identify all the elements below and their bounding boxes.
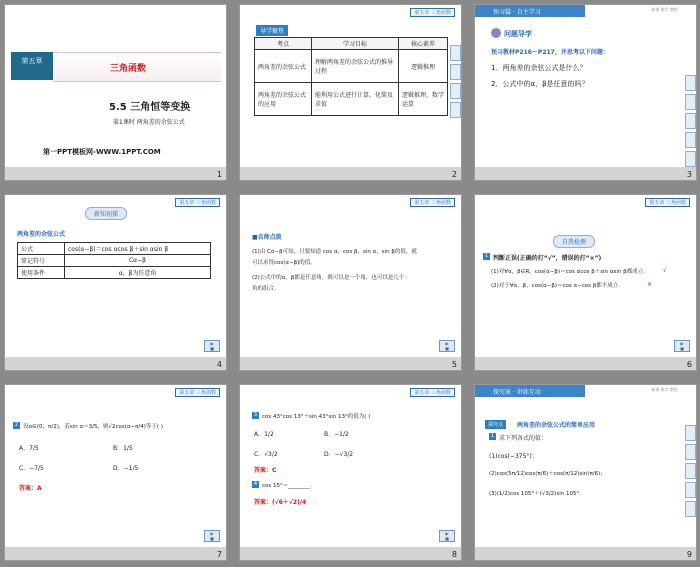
question-4-text: cos 15°＝________. bbox=[262, 483, 312, 489]
symbol-cell: Cα−β bbox=[65, 255, 211, 267]
slide-1[interactable] bbox=[4, 4, 227, 181]
option-b: B．1/5 bbox=[113, 445, 133, 452]
col-header: 学习目标 bbox=[312, 38, 399, 50]
chapter-header: 第五章 三角函数 bbox=[175, 388, 220, 397]
slide-number: 4 bbox=[216, 360, 222, 369]
chapter-label: 第五章 bbox=[21, 57, 43, 65]
slide-number: 5 bbox=[451, 360, 457, 369]
judge-item-2: (2)对于∀α，β，cos(α−β)＝cos α−cos β都不成立. bbox=[491, 283, 620, 289]
slide-number: 1 bbox=[216, 170, 222, 179]
slide-number: 9 bbox=[686, 550, 692, 559]
number-1-icon: 1 bbox=[484, 253, 489, 259]
slide-7[interactable] bbox=[4, 384, 227, 561]
guide-badge: 导学聚焦 bbox=[256, 25, 288, 36]
chapter-badge bbox=[11, 52, 53, 80]
tip-1: (1)由 Cα−β可知，只要知道 cos α、cos β、sin α、sin β的值，就 bbox=[252, 249, 417, 255]
number-2-icon: 2 bbox=[14, 422, 19, 428]
chapter-header: 第五章 三角函数 bbox=[410, 8, 455, 17]
table-cell: 两角差的余弦公式 bbox=[255, 50, 312, 83]
tip-1-cont: 可以求得cos(α−β)的值。 bbox=[252, 260, 316, 266]
table-cell: 理解两角差的余弦公式的推导过程 bbox=[312, 50, 399, 83]
question-2: 2．公式中的α，β是任意的吗？ bbox=[491, 80, 589, 88]
tip-2-cont: 角的组合。 bbox=[252, 286, 280, 292]
nav-button[interactable]: ▶ ■ bbox=[439, 530, 455, 542]
slide-number: 2 bbox=[451, 170, 457, 179]
top-right-label: 新课 教学 教程 bbox=[651, 387, 678, 392]
formula-heading: 两角差的余弦公式 bbox=[17, 231, 66, 238]
question-3-text: cos 43°cos 13°＋sin 43°sin 13°的值为( ) bbox=[262, 414, 371, 420]
footer-text: 第一PPT模板网-WWW.1PPT.COM bbox=[43, 148, 161, 156]
self-check-badge: 自我检测 bbox=[553, 235, 595, 248]
explore-point-badge: 探究点 bbox=[485, 420, 506, 429]
slide-6[interactable] bbox=[474, 194, 697, 371]
lesson-subtitle: 第1课时 两角差的余弦公式 bbox=[113, 119, 185, 126]
example-intro: 求下列各式的值： bbox=[499, 435, 548, 442]
table-cell: 逻辑推理 bbox=[399, 50, 448, 83]
option-b: B．−1/2 bbox=[324, 431, 349, 438]
col-header: 核心素养 bbox=[399, 38, 448, 50]
chapter-header: 第五章 三角函数 bbox=[410, 388, 455, 397]
judge-item-1: (1)对∀α，β∈R，cos(α−β)＝cos αcos β＋sin αsin β都成立. bbox=[491, 269, 645, 275]
tips-heading: ■名师点拨 bbox=[252, 234, 282, 241]
slide-9[interactable] bbox=[474, 384, 697, 561]
table-cell: 能利用公式进行计算、化简及求值 bbox=[312, 83, 399, 116]
chapter-header: 第五章 三角函数 bbox=[175, 198, 220, 207]
slide-title: 三角函数 bbox=[110, 64, 147, 74]
slide-number: 6 bbox=[686, 360, 692, 369]
slide-5[interactable] bbox=[239, 194, 462, 371]
smiley-icon bbox=[491, 28, 501, 38]
slide-number: 7 bbox=[216, 550, 222, 559]
nav-button[interactable]: ▶ ■ bbox=[439, 340, 455, 352]
answer-4: 答案：(√6＋√2)/4 bbox=[254, 499, 307, 506]
slide-3[interactable] bbox=[474, 4, 697, 181]
new-knowledge-badge: 新知初探 bbox=[85, 207, 127, 220]
objectives-table bbox=[254, 37, 448, 116]
nav-button[interactable]: ▶ ■ bbox=[204, 530, 220, 542]
question-text: 设α∈(0，π/2)，若sin α＝3/5，则√2cos(α−π/4)等于( ) bbox=[23, 424, 163, 430]
section-title: 5.5 三角恒等变换 bbox=[109, 102, 191, 113]
answer-3: 答案：C bbox=[254, 467, 277, 474]
option-d: D．−1/5 bbox=[113, 465, 139, 472]
formula-cell: cos(α−β)＝cos αcos β＋sin αsin β bbox=[65, 243, 211, 255]
example-part-2: (2)cos(5π/12)cos(π/6)＋cos(π/12)sin(π/6)； bbox=[489, 471, 606, 477]
example-part-1: (1)cos(−375°)； bbox=[489, 453, 538, 460]
judge-prompt: 判断正误(正确的打“√”，错误的打“×”) bbox=[493, 255, 602, 262]
number-3-icon: 3 bbox=[253, 412, 258, 418]
slide-8[interactable] bbox=[239, 384, 462, 561]
row-label: 公式 bbox=[18, 243, 65, 255]
nav-button[interactable]: ▶ ■ bbox=[204, 340, 220, 352]
row-label: 简记符号 bbox=[18, 255, 65, 267]
option-c: C．√3/2 bbox=[254, 451, 278, 458]
option-a: A．1/2 bbox=[254, 431, 274, 438]
tip-2: (2)公式中的α，β都是任意角，既可以是一个角，也可以是几个 bbox=[252, 275, 405, 281]
nav-button[interactable]: ▶ ■ bbox=[674, 340, 690, 352]
section-tab-label: 预习篇 · 自主学习 bbox=[493, 9, 541, 16]
example-part-3: (3)(1/2)cos 105°＋(√3/2)sin 105°. bbox=[489, 491, 581, 497]
topic-heading: 两角差的余弦公式的简单应用 bbox=[517, 422, 596, 429]
question-guide-label: 问题导学 bbox=[504, 30, 532, 38]
option-d: D．−√3/2 bbox=[324, 451, 354, 458]
formula-table bbox=[17, 242, 211, 279]
slide-2[interactable] bbox=[239, 4, 462, 181]
chapter-header: 第五章 三角函数 bbox=[645, 198, 690, 207]
question-1: 1．两角差的余弦公式是什么？ bbox=[491, 64, 587, 72]
col-header: 考点 bbox=[255, 38, 312, 50]
option-c: C．−7/5 bbox=[19, 465, 44, 472]
answer-text: 答案：A bbox=[19, 485, 42, 492]
judge-answer-1: √ bbox=[663, 267, 667, 274]
row-label: 使用条件 bbox=[18, 267, 65, 279]
section-tab-label: 探究案 · 讲练互动 bbox=[493, 389, 541, 396]
top-right-label: 新课 教学 教程 bbox=[651, 7, 678, 12]
table-cell: 逻辑推理、数学运算 bbox=[399, 83, 448, 116]
slide-4[interactable] bbox=[4, 194, 227, 371]
option-a: A．7/5 bbox=[19, 445, 39, 452]
example-1-icon: 1 bbox=[490, 433, 495, 439]
preview-prompt: 预习教材P216～P217，并思考以下问题： bbox=[491, 49, 609, 56]
chapter-header: 第五章 三角函数 bbox=[410, 198, 455, 207]
judge-answer-2: × bbox=[647, 281, 653, 288]
slide-number: 8 bbox=[451, 550, 457, 559]
number-4-icon: 4 bbox=[253, 481, 258, 487]
table-cell: 两角差的余弦公式的应用 bbox=[255, 83, 312, 116]
slide-number: 3 bbox=[686, 170, 692, 179]
condition-cell: α，β为任意角 bbox=[65, 267, 211, 279]
